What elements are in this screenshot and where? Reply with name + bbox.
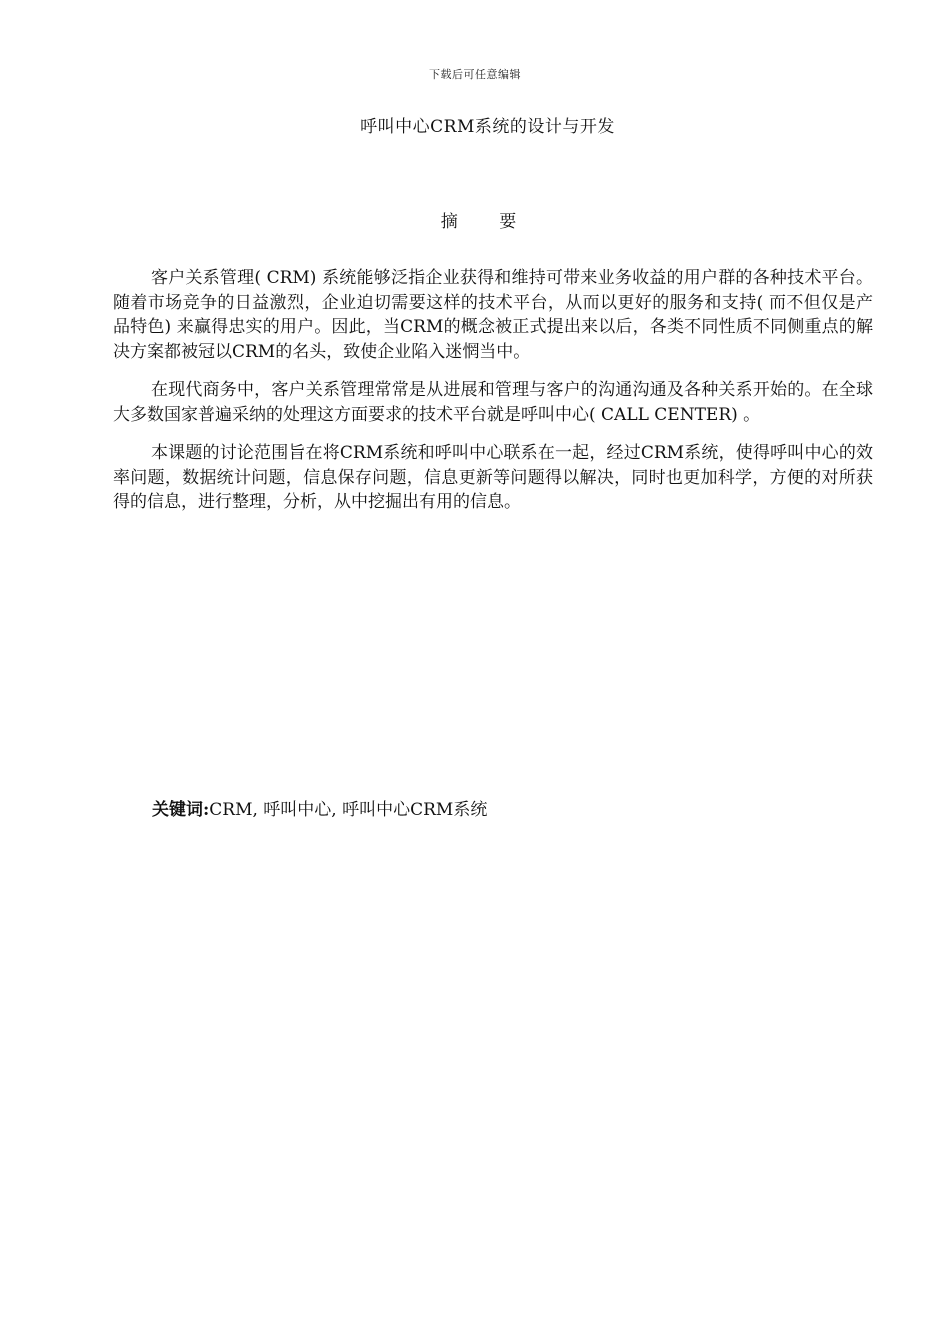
keywords-value: CRM, 呼叫中心, 呼叫中心CRM系统 [209, 800, 488, 820]
keywords-label: 关键词: [152, 800, 210, 820]
keywords-line [152, 798, 852, 822]
document-title: 呼叫中心CRM系统的设计与开发 [360, 117, 615, 137]
abstract-heading: 摘 要 [440, 212, 535, 232]
abstract-paragraph-2: 在现代商务中，客户关系管理常常是从进展和管理与客户的沟通沟通及各种关系开始的。在全球大多数国家普遍采纳的处理这方面要求的技术平台就是呼叫中心( CALL CENTER) 。 [113, 380, 873, 425]
header-note: 下载后可任意编辑 [429, 68, 521, 81]
abstract-paragraph-3: 本课题的讨论范围旨在将CRM系统和呼叫中心联系在一起，经过CRM系统，使得呼叫中心的效率问题，数据统计问题，信息保存问题，信息更新等问题得以解决，同时也更加科学，方便的对所获得的信息，进行整理，分析，从中挖掘出有用的信息。 [113, 443, 873, 512]
abstract-paragraph-1: 客户关系管理( CRM) 系统能够泛指企业获得和维持可带来业务收益的用户群的各种技术平台。随着市场竞争的日益激烈，企业迫切需要这样的技术平台，从而以更好的服务和支持( 而不但仅是产品特色) 来赢得忠实的用户。因此，当CRM的概念被正式提出来以后，各类不同性质不同侧重点的解决方案都被冠以CRM的名头，致使企业陷入迷惘当中。 [113, 268, 873, 362]
abstract-body [113, 266, 873, 529]
